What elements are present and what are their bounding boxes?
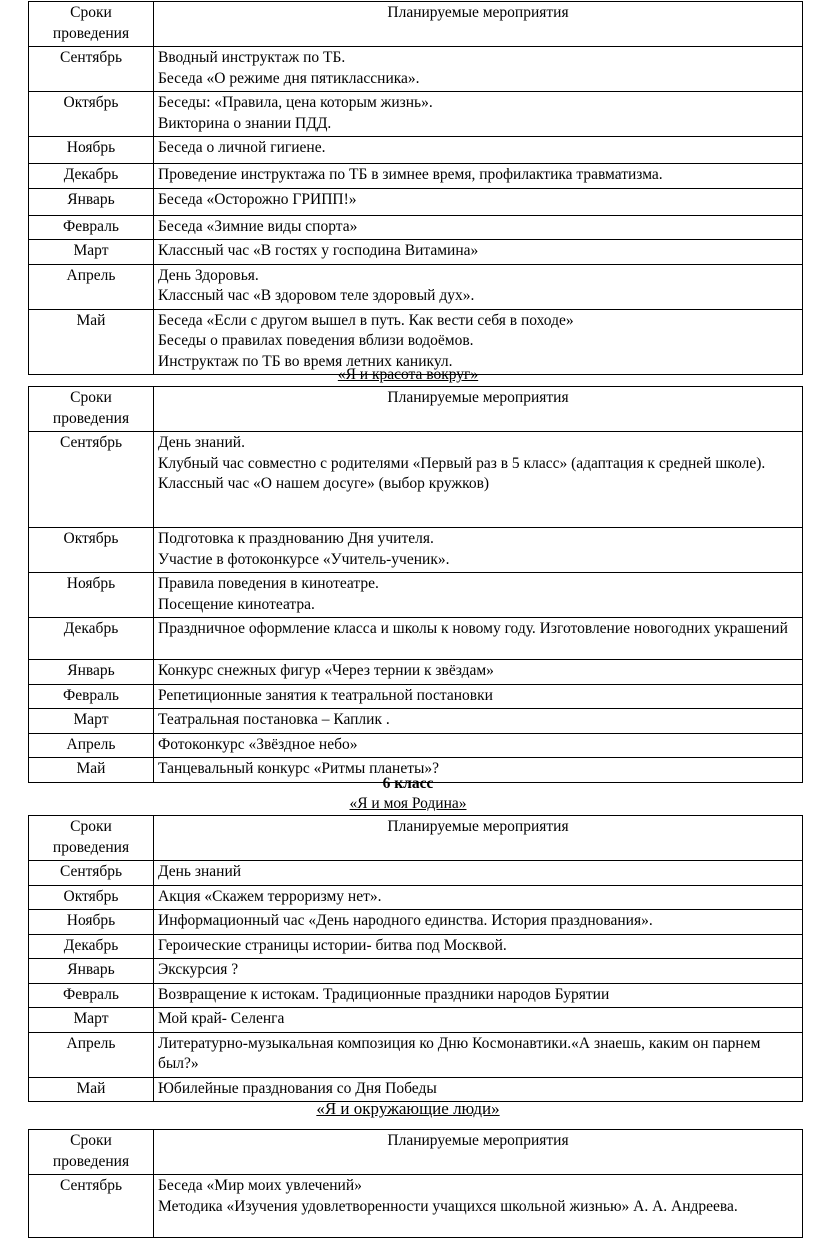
events-cell <box>154 709 803 734</box>
events-cell <box>154 910 803 935</box>
month-cell: Май <box>29 758 154 783</box>
event-line: Беседа «Если с другом вышел в путь. Как вести себя в походе» <box>158 311 574 329</box>
event-line: Беседы о правилах поведения вблизи водоёмов. <box>158 332 474 349</box>
month-cell: Октябрь <box>29 528 154 573</box>
header-period: Сроки проведения <box>29 1130 154 1175</box>
table-header-row <box>29 816 803 861</box>
event-line: Экскурсия ? <box>158 961 239 978</box>
month-cell: Сентябрь <box>29 861 154 886</box>
table-row <box>29 573 803 618</box>
table-row <box>29 733 803 758</box>
events-cell <box>154 1077 803 1102</box>
section-title: «Я и окружающие люди» <box>316 1099 500 1118</box>
table-row <box>29 885 803 910</box>
month-cell: Ноябрь <box>29 137 154 164</box>
events-cell <box>154 137 803 164</box>
month-cell: Декабрь <box>29 164 154 189</box>
month-cell: Декабрь <box>29 618 154 660</box>
event-line: Беседы: «Правила, цена которым жизнь». <box>158 94 433 111</box>
table-row <box>29 47 803 92</box>
event-line: Клубный час совместно с родителями «Первый раз в 5 класс» (адаптация к средней школе). <box>158 454 766 472</box>
table-row <box>29 709 803 734</box>
table-row <box>29 983 803 1008</box>
month-cell: Февраль <box>29 983 154 1008</box>
table-row <box>29 264 803 309</box>
events-cell <box>154 684 803 709</box>
events-cell <box>154 573 803 618</box>
table-row <box>29 240 803 265</box>
table-row <box>29 861 803 886</box>
events-cell <box>154 983 803 1008</box>
table-header-row <box>29 1130 803 1175</box>
events-cell <box>154 618 803 660</box>
table-header-row <box>29 387 803 432</box>
table-row <box>29 137 803 164</box>
plan-table-1 <box>28 1 803 375</box>
events-cell <box>154 92 803 137</box>
table-row <box>29 1008 803 1033</box>
events-cell <box>154 164 803 189</box>
event-line: Юбилейные празднования со Дня Победы <box>158 1079 437 1097</box>
events-cell <box>154 934 803 959</box>
month-cell: Декабрь <box>29 934 154 959</box>
table-row <box>29 684 803 709</box>
events-cell <box>154 528 803 573</box>
header-events: Планируемые мероприятия <box>154 816 803 861</box>
month-cell: Март <box>29 1008 154 1033</box>
header-events: Планируемые мероприятия <box>154 387 803 432</box>
event-line: Конкурс снежных фигур «Через тернии к звёздам» <box>158 662 494 679</box>
events-cell <box>154 1008 803 1033</box>
event-line: Праздничное оформление класса и школы к новому году. Изготовление новогодних украшений <box>158 620 788 637</box>
month-cell: Октябрь <box>29 885 154 910</box>
event-line: Викторина о знании ПДД. <box>158 114 332 132</box>
events-cell <box>154 660 803 685</box>
table-row <box>29 660 803 685</box>
header-period: Сроки проведения <box>29 816 154 861</box>
header-period: Сроки проведения <box>29 2 154 47</box>
events-cell <box>154 959 803 984</box>
event-line: День знаний. <box>158 434 245 451</box>
event-line: Фотоконкурс «Звёздное небо» <box>158 735 358 753</box>
month-cell: Январь <box>29 959 154 984</box>
month-cell: Ноябрь <box>29 910 154 935</box>
event-line: Проведение инструктажа по ТБ в зимнее время, профилактика травматизма. <box>158 166 663 183</box>
month-cell: Февраль <box>29 215 154 240</box>
month-cell: Сентябрь <box>29 432 154 528</box>
event-line: Беседа «О режиме дня пятиклассника». <box>158 69 420 87</box>
events-cell <box>154 47 803 92</box>
events-cell <box>154 432 803 528</box>
table-row <box>29 934 803 959</box>
grade-heading: 6 класс <box>382 775 434 792</box>
month-cell: Январь <box>29 188 154 215</box>
table-row <box>29 92 803 137</box>
table-row <box>29 164 803 189</box>
event-line: Возвращение к истокам. Традиционные праздники народов Бурятии <box>158 985 610 1003</box>
events-cell <box>154 1175 803 1238</box>
event-line: Вводный инструктаж по ТБ. <box>158 49 346 66</box>
table-header-row <box>29 2 803 47</box>
section-title: «Я и красота вокруг» <box>337 366 479 383</box>
event-line: Классный час «О нашем досуге» (выбор кружков) <box>158 475 490 492</box>
event-line: Героические страницы истории- битва под Москвой. <box>158 936 507 954</box>
event-line: Мой край- Селенга <box>158 1010 285 1027</box>
table-row <box>29 618 803 660</box>
event-line: Классный час «В гостях у господина Витамина» <box>158 242 479 259</box>
event-line: Беседа «Осторожно ГРИПП!» <box>158 190 357 208</box>
table-row <box>29 1077 803 1102</box>
month-cell: Март <box>29 240 154 265</box>
events-cell <box>154 215 803 240</box>
events-cell <box>154 885 803 910</box>
event-line: Беседа о личной гигиене. <box>158 139 326 156</box>
event-line: Беседа «Мир моих увлечений» <box>158 1177 362 1194</box>
month-cell: Сентябрь <box>29 47 154 92</box>
event-line: Классный час «В здоровом теле здоровый дух». <box>158 287 475 304</box>
header-events: Планируемые мероприятия <box>154 2 803 47</box>
plan-table-2 <box>28 386 803 783</box>
plan-table-3 <box>28 815 803 1102</box>
event-line: Театральная постановка – Каплик . <box>158 711 390 728</box>
events-cell <box>154 1032 803 1077</box>
events-cell <box>154 861 803 886</box>
header-events: Планируемые мероприятия <box>154 1130 803 1175</box>
events-cell <box>154 264 803 309</box>
month-cell: Октябрь <box>29 92 154 137</box>
table-row <box>29 1175 803 1238</box>
event-line: Участие в фотоконкурсе «Учитель-ученик». <box>158 550 450 568</box>
table-row <box>29 215 803 240</box>
month-cell: Апрель <box>29 1032 154 1077</box>
event-line: Репетиционные занятия к театральной постановки <box>158 686 493 704</box>
table-row <box>29 432 803 528</box>
month-cell: Май <box>29 309 154 375</box>
event-line: День знаний <box>158 863 242 880</box>
section-title: «Я и моя Родина» <box>349 795 467 812</box>
events-cell <box>154 733 803 758</box>
table-row <box>29 188 803 215</box>
event-line: Беседа «Зимние виды спорта» <box>158 217 358 235</box>
event-line: Методика «Изучения удовлетворенности учащихся школьной жизнью» А. А. Андреева. <box>158 1197 738 1215</box>
event-line: День Здоровья. <box>158 266 259 284</box>
events-cell <box>154 188 803 215</box>
event-line: Танцевальный конкурс «Ритмы планеты»? <box>158 760 440 777</box>
events-cell <box>154 240 803 265</box>
event-line: Инструктаж по ТБ во время летних каникул. <box>158 352 453 370</box>
plan-table-4 <box>28 1129 803 1238</box>
month-cell: Март <box>29 709 154 734</box>
event-line: Подготовка к празднованию Дня учителя. <box>158 530 434 547</box>
month-cell: Сентябрь <box>29 1175 154 1238</box>
event-line: Информационный час «День народного единства. История празднования». <box>158 912 653 929</box>
table-row <box>29 910 803 935</box>
month-cell: Май <box>29 1077 154 1102</box>
month-cell: Ноябрь <box>29 573 154 618</box>
month-cell: Апрель <box>29 733 154 758</box>
table-row <box>29 1032 803 1077</box>
header-period: Сроки проведения <box>29 387 154 432</box>
month-cell: Апрель <box>29 264 154 309</box>
month-cell: Январь <box>29 660 154 685</box>
table-row <box>29 959 803 984</box>
event-line: Правила поведения в кинотеатре. <box>158 575 379 592</box>
month-cell: Февраль <box>29 684 154 709</box>
event-line: Акция «Скажем терроризму нет». <box>158 887 382 905</box>
table-row <box>29 528 803 573</box>
event-line: Посещение кинотеатра. <box>158 595 315 613</box>
event-line: Литературно-музыкальная композиция ко Дню Космонавтики.«А знаешь, каким он парнем был?» <box>158 1034 761 1072</box>
